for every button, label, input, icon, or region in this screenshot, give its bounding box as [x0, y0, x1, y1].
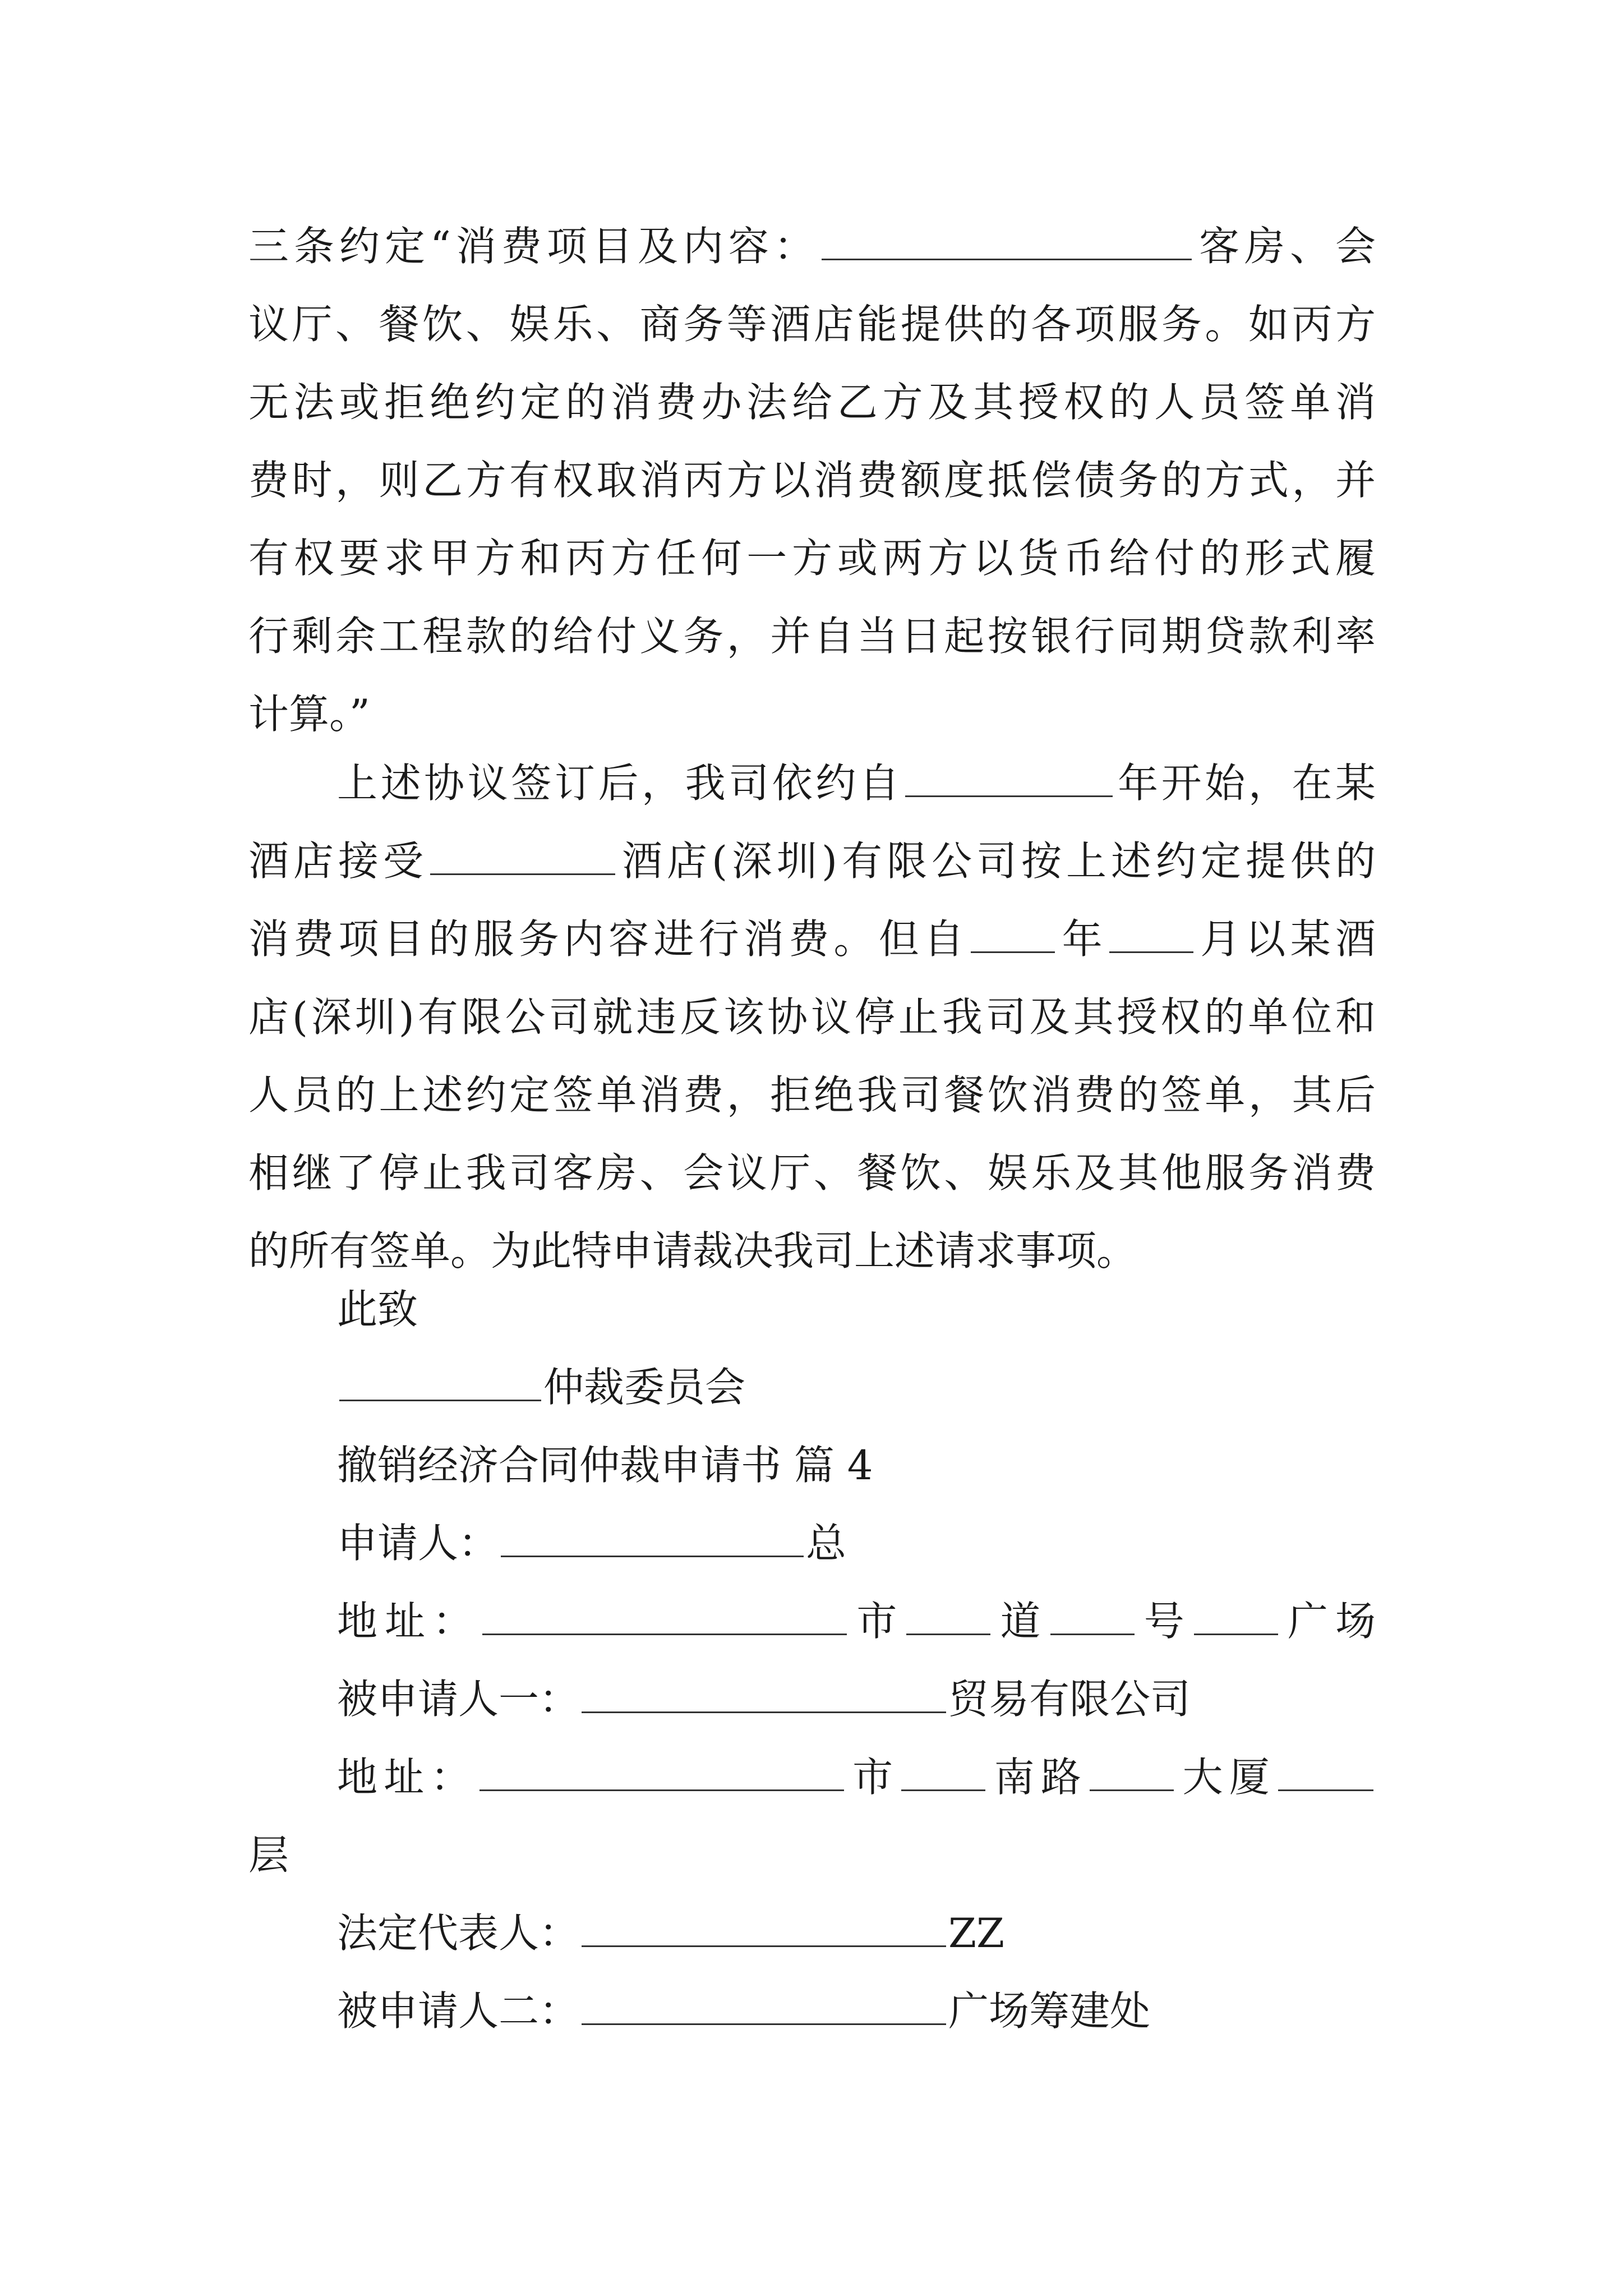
p1-line-2: 议厅、餐饮、娱乐、商务等酒店能提供的各项服务。如丙方: [248, 301, 1376, 348]
blank-r1-building: [1090, 1789, 1174, 1791]
p2-line-6: 相继了停止我司客房、会议厅、餐饮、娱乐及其他服务消费: [248, 1149, 1376, 1197]
blank-arbitration-committee: [339, 1399, 541, 1401]
p2-line-4: 店(深圳)有限公司就违反该协议停止我司及其授权的单位和: [248, 993, 1376, 1041]
p2-line-2: 酒店接受 酒店(深圳)有限公司按上述约定提供的: [248, 838, 1376, 885]
p1-line-5: 有权要求甲方和丙方任何一方或两方以货币给付的形式履: [248, 535, 1376, 582]
applicant-line: 申请人： 总: [337, 1520, 847, 1567]
blank-applicant: [501, 1555, 804, 1557]
respondent1-address-floor: 层: [248, 1832, 289, 1879]
blank-consumption-items: [822, 258, 1192, 260]
closing-and-form: [248, 1271, 1376, 2050]
paragraph-2: [248, 744, 1376, 1290]
blank-r1-road: [901, 1789, 985, 1791]
salutation: 此致: [337, 1286, 418, 1333]
blank-stop-month: [1109, 951, 1193, 953]
p1-line-1: 三条约定“消费项目及内容： 客房、会: [248, 223, 1376, 270]
p2-line-5: 人员的上述约定签单消费，拒绝我司餐饮消费的签单，其后: [248, 1071, 1376, 1119]
blank-hotel-name: [430, 873, 615, 875]
respondent1-address-line: 地址： 市 南路 大厦: [248, 1738, 1376, 1816]
blank-stop-year: [971, 951, 1055, 953]
section-title: 撤销经济合同仲裁申请书 篇 4: [337, 1442, 873, 1489]
p2-line-3: 消费项目的服务内容进行消费。但自 年 月以某酒: [248, 915, 1376, 963]
blank-respondent1: [582, 1711, 946, 1713]
p2-line-7: 的所有签单。为此特申请裁决我司上述请求事项。: [248, 1227, 1137, 1274]
blank-r1-city: [479, 1789, 844, 1791]
respondent1-line: 被申请人一： 贸易有限公司: [337, 1676, 1191, 1723]
p1-line-7: 计算。”: [248, 691, 370, 738]
blank-address-number: [1050, 1633, 1135, 1635]
blank-address-city: [482, 1633, 847, 1635]
blank-r1-floor: [1278, 1789, 1373, 1791]
recipient-line: 仲裁委员会: [248, 1349, 1376, 1427]
p1-line-3: 无法或拒绝约定的消费办法给乙方及其授权的人员签单消: [248, 379, 1376, 426]
blank-address-road: [906, 1633, 990, 1635]
p2-line-1: 上述协议签订后，我司依约自 年开始，在某: [337, 760, 1376, 807]
legal-rep-line: 法定代表人： ZZ: [337, 1910, 1005, 1957]
blank-legal-rep: [582, 1945, 946, 1947]
p1-line-4: 费时，则乙方有权取消丙方以消费额度抵偿债务的方式，并: [248, 457, 1376, 504]
paragraph-1: [248, 208, 1376, 753]
respondent2-line: 被申请人二： 广场筹建处: [337, 1987, 1151, 2035]
blank-address-plaza: [1194, 1633, 1278, 1635]
blank-start-year: [905, 795, 1113, 797]
p1-line-6: 行剩余工程款的给付义务，并自当日起按银行同期贷款利率: [248, 613, 1376, 660]
blank-respondent2: [582, 2023, 946, 2025]
applicant-address-line: 地址： 市 道 号 广场: [337, 1598, 1376, 1645]
